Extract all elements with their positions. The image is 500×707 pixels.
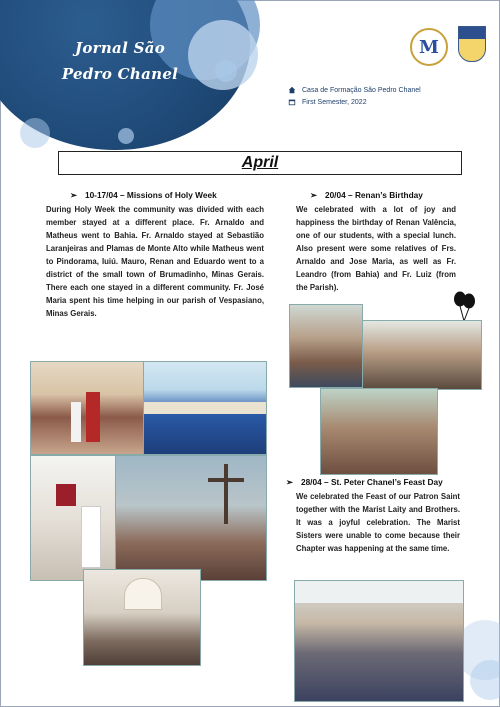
birthday-lunch-photo	[320, 388, 438, 475]
crest-logo	[458, 26, 486, 62]
bubble	[118, 128, 134, 144]
holy-week-mass-photo	[30, 361, 144, 455]
marist-logo: M	[410, 28, 448, 66]
arrow-bullet-icon: ➢	[310, 190, 317, 200]
period-line	[288, 98, 367, 106]
outdoor-cross-photo	[115, 455, 267, 581]
arrow-bullet-icon: ➢	[70, 190, 77, 200]
home-icon	[288, 86, 296, 94]
calendar-icon	[288, 98, 296, 106]
right-article-1-body: We celebrated with a lot of joy and happiness the birthday of Renan Valência, one of our students, with a special lunch. Also present were some relatives of Frs. Arnaldo and Jose Maria, as well as Fr. Leandro (from Bahia) and Fr. Luiz (from the Parish).	[296, 205, 456, 292]
left-article-heading: ➢ 10-17/04 – Missions of Holy Week	[70, 190, 217, 200]
month-banner	[58, 151, 462, 175]
journal-title-line1: Jornal São	[74, 39, 166, 57]
left-article-body: During Holy Week the community was divided with each member stayed at a different place. Fr. Arnaldo and Matheus went to Bahia. Fr. Arnaldo stayed at Sebastião Laranjeiras and Plamas de Monte Alto while Matheus went to Pindorama, Iuiú. Mauro, Renan and Eduardo went to a district of the small town of Brumadinho, Minas Gerais. There each one stayed in a different community. Fr. José Maria spent his time helping in our parish of Vespasiano, Minas Gerais.	[46, 205, 264, 318]
right-article-1-heading: ➢ 20/04 – Renan’s Birthday	[310, 190, 423, 200]
youth-group-photo	[143, 361, 267, 455]
balloons-icon	[452, 290, 478, 322]
journal-title-line2: Pedro Chanel	[61, 65, 179, 83]
location-line	[288, 86, 421, 94]
journal-title	[50, 35, 190, 87]
altar-photo	[30, 455, 116, 581]
month-title: April	[241, 154, 279, 171]
location-text: Casa de Formação São Pedro Chanel	[302, 86, 421, 94]
bubble	[20, 118, 50, 148]
bubble	[215, 60, 237, 82]
right-article-2-heading: ➢ 28/04 – St. Peter Chanel’s Feast Day	[286, 477, 443, 487]
church-group-photo	[83, 569, 201, 666]
birthday-portrait-photo	[289, 304, 363, 388]
right-article-2-body: We celebrated the Feast of our Patron Saint together with the Marist Laity and Brothers. It was a joyful celebration. The Marist Sisters were unable to come because their Chapter was happening at the same time.	[296, 492, 460, 553]
period-text: First Semester, 2022	[302, 98, 367, 106]
birthday-celebration-photo	[362, 320, 482, 390]
arrow-bullet-icon: ➢	[286, 477, 293, 487]
feast-day-group-photo	[294, 580, 464, 702]
